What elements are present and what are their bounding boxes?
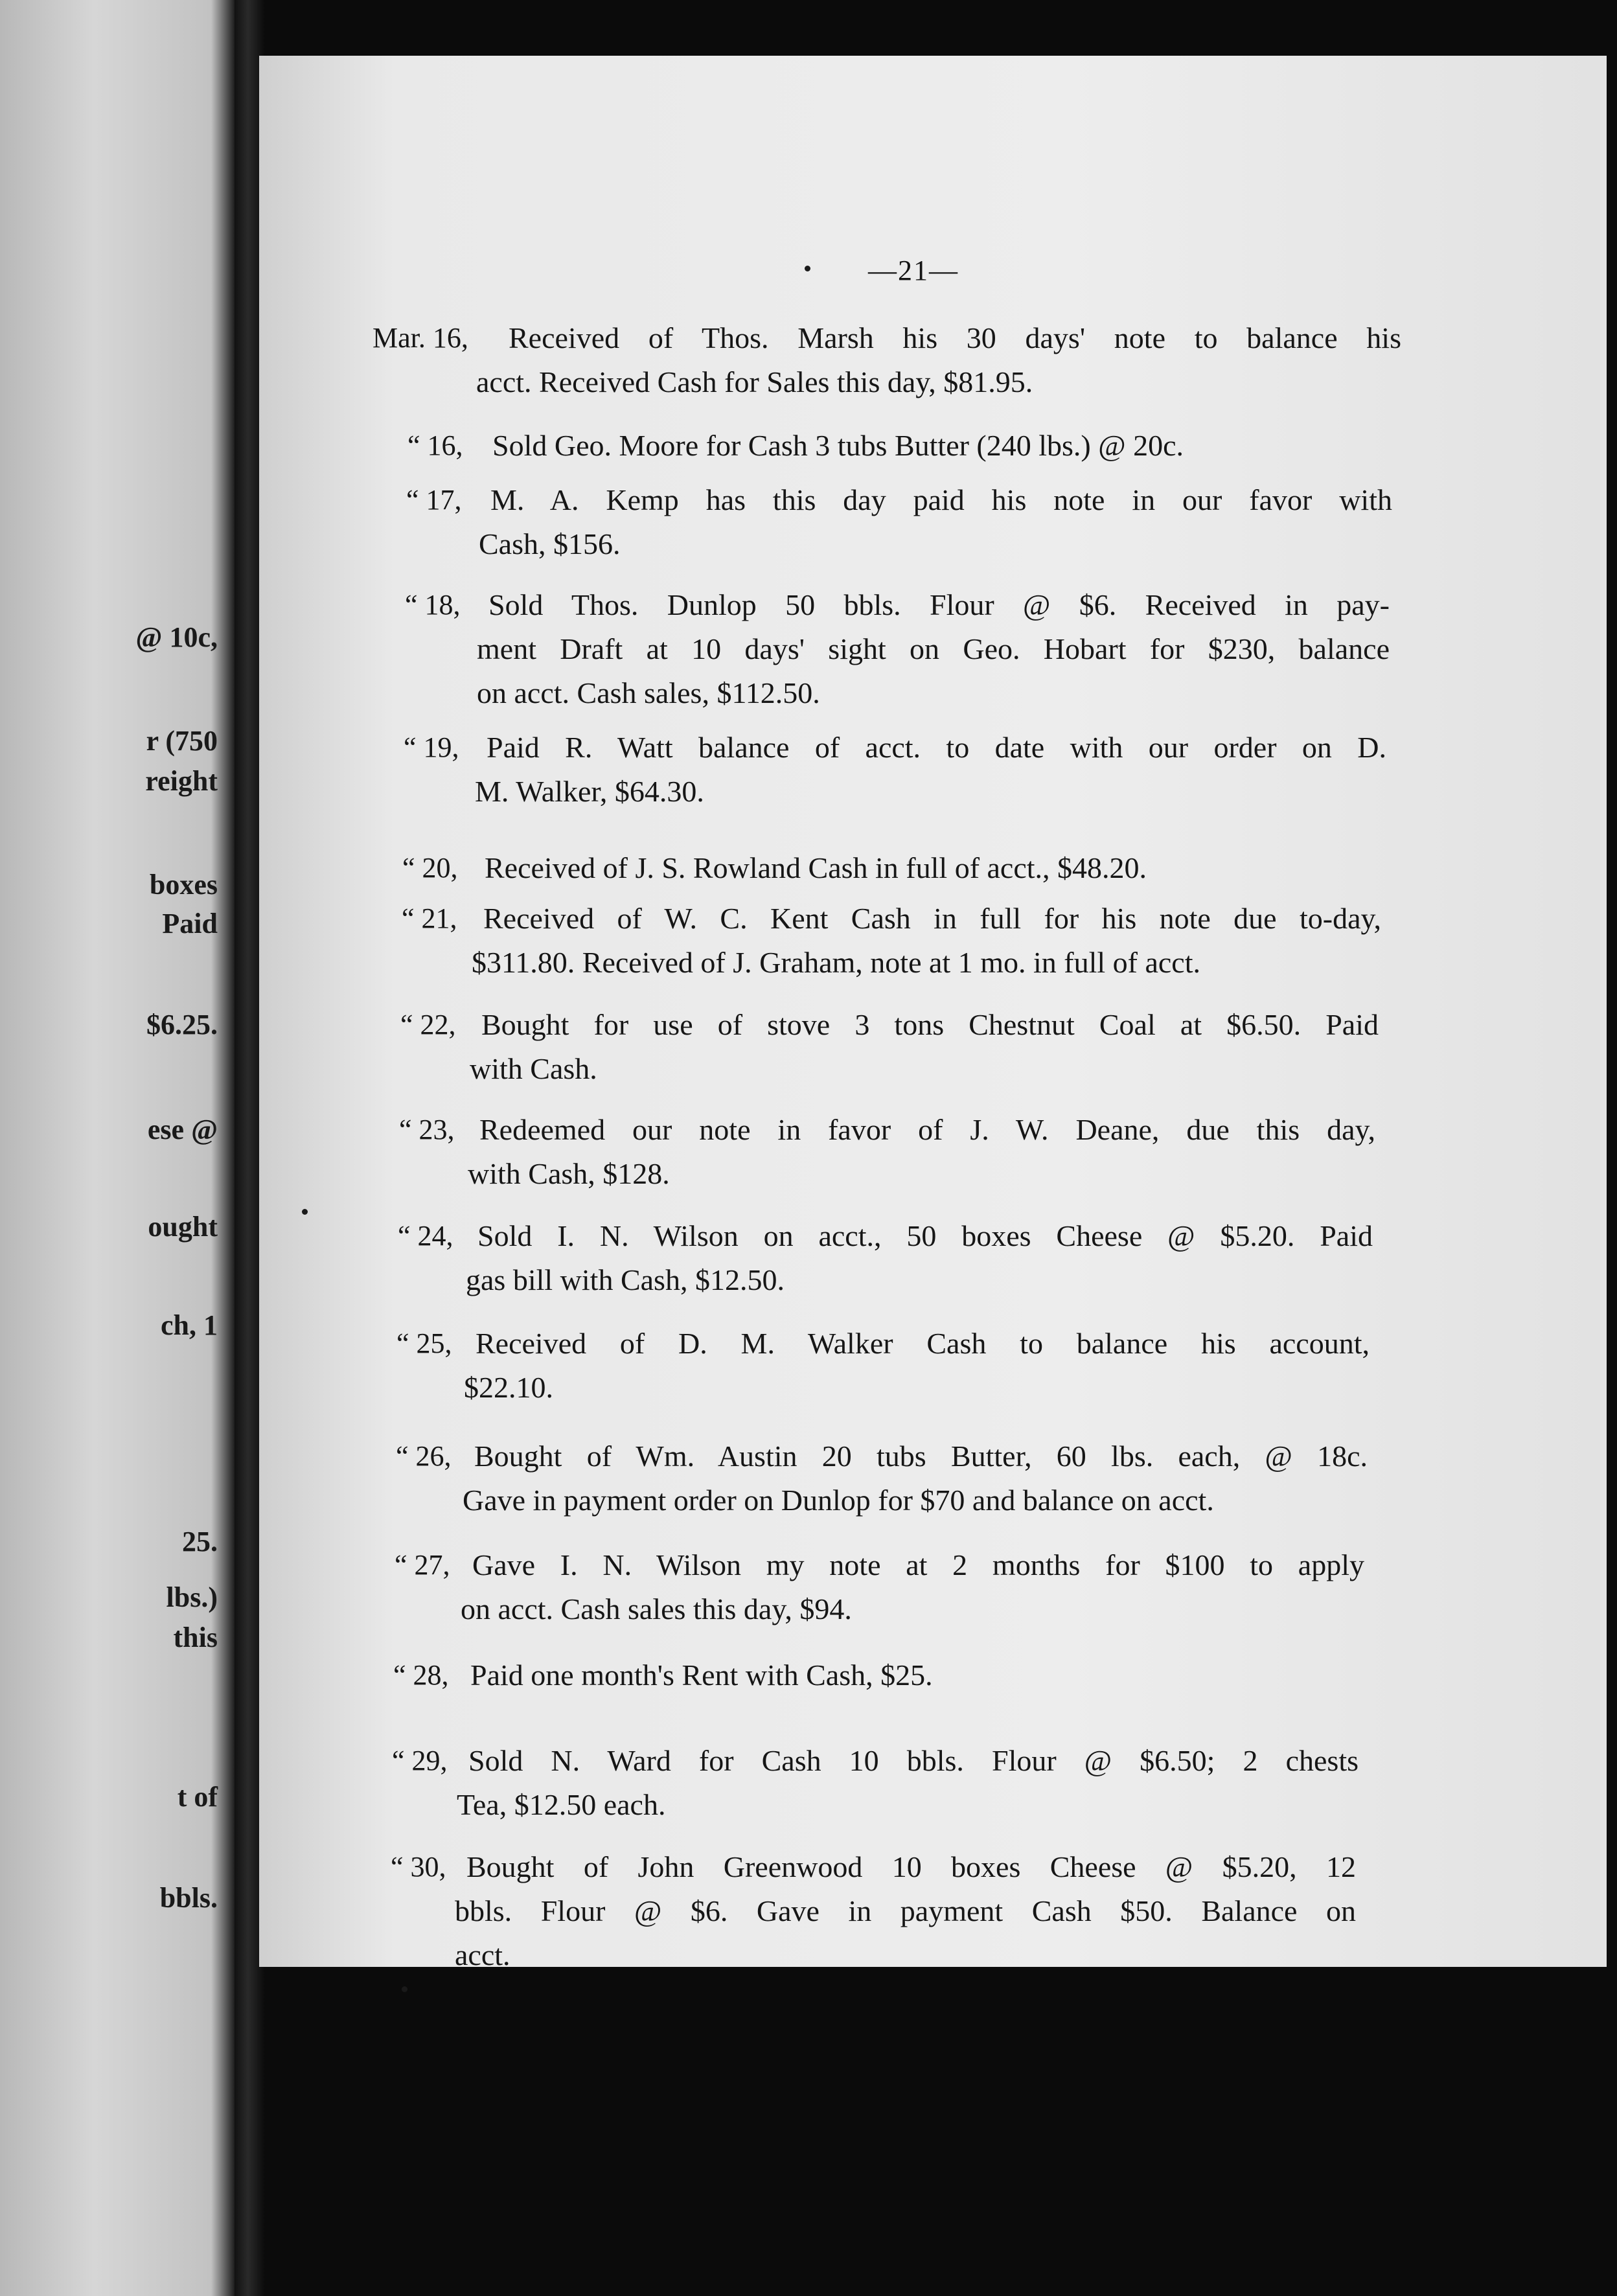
left-page-fragment: $6.25.	[146, 1009, 218, 1040]
entry-line: Bought of Wm. Austin 20 tubs Butter, 60 lbs. each, @ 18c.	[474, 1440, 1368, 1473]
entry-date: “ 24,	[398, 1220, 453, 1252]
entry-date: “ 23,	[399, 1114, 455, 1145]
print-speck	[805, 266, 810, 271]
entry-line: Paid R. Watt balance of acct. to date with our order on D.	[487, 731, 1386, 764]
entry-date: “ 29,	[392, 1745, 448, 1776]
entry-line: Received of Thos. Marsh his 30 days' note to balance his	[509, 321, 1401, 354]
entry-line: Sold N. Ward for Cash 10 bbls. Flour @ $6.50; 2 chests	[468, 1744, 1359, 1777]
left-page-fragment: this	[173, 1622, 218, 1653]
entry-line: M. A. Kemp has this day paid his note in our favor with	[490, 483, 1392, 516]
entry-line: on acct. Cash sales, $112.50.	[477, 676, 820, 709]
entry-line: acct. Received Cash for Sales this day, $81.95.	[476, 365, 1033, 398]
entry-date: “ 27,	[395, 1549, 450, 1581]
entry-line: $22.10.	[464, 1371, 553, 1404]
entry-line: Paid one month's Rent with Cash, $25.	[470, 1659, 933, 1692]
entry-line: Received of J. S. Rowland Cash in full of acct., $48.20.	[485, 851, 1147, 884]
left-page-fragment: Paid	[162, 908, 218, 939]
entry-line: Received of D. M. Walker Cash to balance his account,	[476, 1327, 1370, 1360]
entry-line: Received of W. C. Kent Cash in full for his note due to-day,	[483, 902, 1381, 935]
entry-text	[464, 1322, 1370, 1410]
entry-date: “ 19,	[404, 731, 459, 763]
entry-date: “ 25,	[396, 1327, 452, 1359]
entry-line: Gave in payment order on Dunlop for $70 and balance on acct.	[463, 1484, 1214, 1517]
left-page-fragment: reight	[145, 765, 218, 797]
entry-text	[468, 1108, 1375, 1196]
entry-line: Tea, $12.50 each.	[457, 1788, 666, 1821]
left-page-fragment: boxes	[149, 869, 218, 901]
entry-line: Redeemed our note in favor of J. W. Deane, due this day,	[479, 1113, 1375, 1146]
entry-line: ment Draft at 10 days' sight on Geo. Hobart for $230, balance	[477, 632, 1390, 665]
entry-line: Gave I. N. Wilson my note at 2 months for $100 to apply	[472, 1548, 1364, 1581]
entry-date: “ 30,	[391, 1851, 446, 1883]
entry-text	[457, 1739, 1359, 1827]
entry-line: $311.80. Received of J. Graham, note at 1 mo. in full of acct.	[472, 946, 1200, 979]
entry-line: with Cash, $128.	[468, 1157, 670, 1190]
left-page-fragment: lbs.)	[166, 1581, 218, 1613]
left-page-fragment: bbls.	[159, 1882, 218, 1914]
left-page-fragment: ese @	[147, 1114, 218, 1145]
left-page-fragment: @ 10c,	[135, 621, 218, 653]
entry-line: Sold Geo. Moore for Cash 3 tubs Butter (240 lbs.) @ 20c.	[492, 429, 1184, 462]
entry-line: Sold I. N. Wilson on acct., 50 boxes Cheese @ $5.20. Paid	[477, 1219, 1373, 1252]
entry-date: “ 18,	[405, 589, 461, 621]
left-page-fragment: ought	[148, 1211, 218, 1243]
entry-line: Cash, $156.	[479, 527, 621, 560]
print-speck	[302, 1209, 308, 1215]
entry-line: gas bill with Cash, $12.50.	[466, 1263, 785, 1296]
page-number: —21—	[868, 255, 959, 286]
entry-text	[466, 1214, 1373, 1302]
entry-line: bbls. Flour @ $6. Gave in payment Cash $50. Balance on	[455, 1894, 1356, 1927]
left-page-fragment: t of	[177, 1781, 218, 1813]
left-page-fragment: r (750	[146, 725, 218, 757]
entry-text	[475, 726, 1386, 814]
entry-date: “ 21,	[402, 902, 457, 934]
entry-text	[485, 846, 1384, 890]
entry-text	[455, 1845, 1356, 1977]
entry-text	[477, 583, 1390, 715]
entry-line: on acct. Cash sales this day, $94.	[461, 1592, 852, 1625]
entry-line: Bought for use of stove 3 tons Chestnut Coal at $6.50. Paid	[481, 1008, 1379, 1041]
entry-line: with Cash.	[470, 1052, 597, 1085]
entry-text	[472, 897, 1381, 985]
entry-text	[479, 478, 1392, 566]
entry-date: “ 22,	[400, 1009, 456, 1040]
entry-text	[476, 316, 1401, 404]
entry-line: M. Walker, $64.30.	[475, 775, 704, 808]
entry-text	[470, 1653, 1362, 1697]
left-page-fragment: 25.	[182, 1526, 218, 1557]
entry-text	[463, 1434, 1368, 1522]
left-page	[0, 0, 235, 2296]
left-page-fragment: ch, 1	[161, 1309, 218, 1341]
entry-line: Sold Thos. Dunlop 50 bbls. Flour @ $6. Received in pay-	[488, 588, 1390, 621]
entry-date: “ 16,	[407, 430, 463, 461]
entry-date: “ 28,	[393, 1659, 449, 1691]
entry-date: “ 20,	[402, 852, 458, 884]
entry-date: Mar. 16,	[373, 322, 468, 354]
entry-date: “ 26,	[396, 1440, 452, 1472]
entry-date: “ 17,	[406, 484, 462, 516]
entry-text	[461, 1543, 1364, 1631]
print-speck	[402, 1986, 407, 1992]
entry-line: acct.	[455, 1938, 510, 1971]
entry-line: Bought of John Greenwood 10 boxes Cheese @ $5.20, 12	[466, 1850, 1356, 1883]
entry-text	[492, 424, 1395, 468]
entry-text	[470, 1003, 1379, 1091]
